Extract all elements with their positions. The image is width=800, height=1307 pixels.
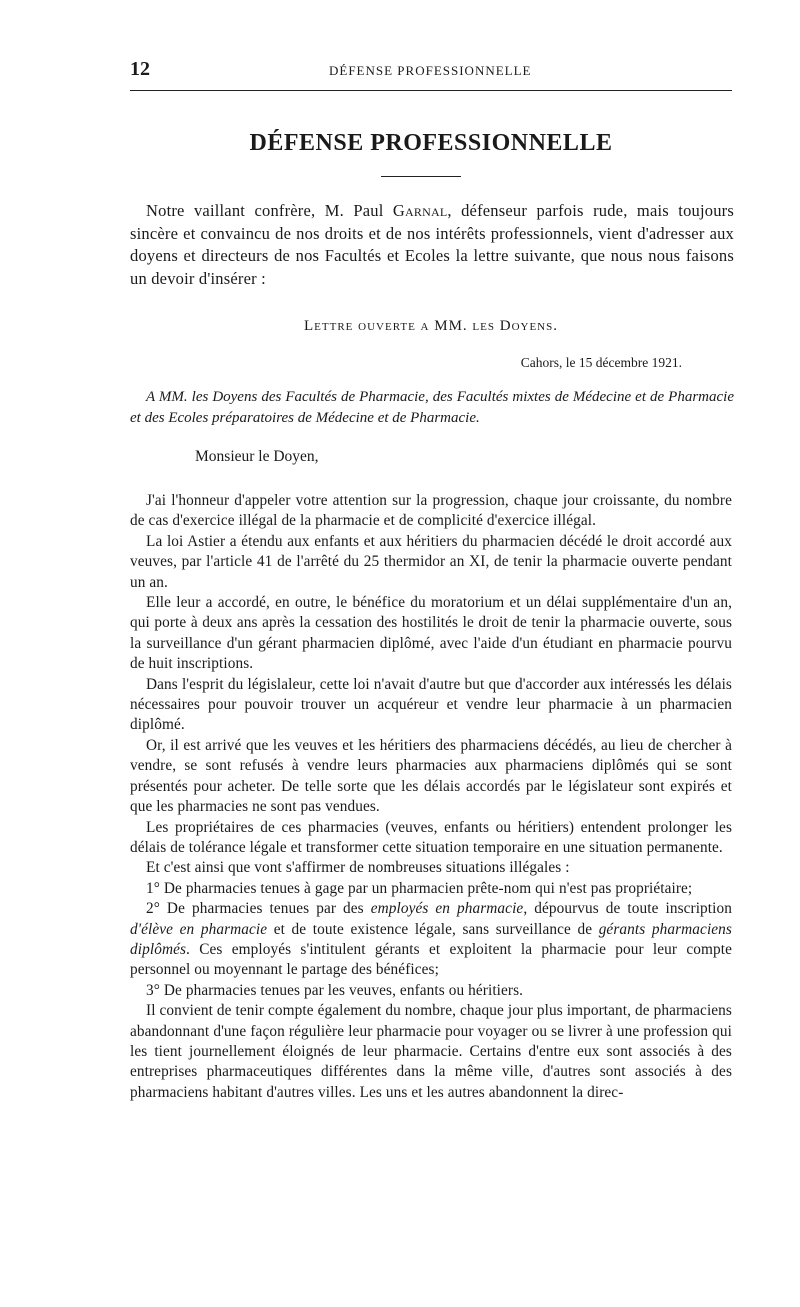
intro-text-1: Notre vaillant confrère, M. Paul xyxy=(146,201,393,220)
p9-emphasis: employés en pharmacie xyxy=(370,900,524,918)
letter-paragraph: Dans l'esprit du législaleur, cette loi n'avait d'autre but que d'accorder aux intéressés les délais nécessaires pour pouvoir trouver un acquéreur et vendre leur pharmacie à un pharmacien diplômé. xyxy=(130,675,732,734)
letter-paragraph: Les propriétaires de ces pharmacies (veuves, enfants ou héritiers) entendent prolonger les délais de tolérance légale et transformer cette situation temporaire en une situation permanente. xyxy=(130,818,732,856)
letter-heading: Lettre ouverte a MM. les Doyens. xyxy=(304,318,558,334)
p9-emphasis: d'élève en pharmacie xyxy=(130,920,268,938)
letter-paragraph: Elle leur a accordé, en outre, le bénéfice du moratorium et un délai supplémentaire d'un an, qui porte à deux ans après la cessation des hostilités le droit de tenir la pharmacie ouverte, sous la surveillance d'un gérant pharmacien diplômé, avec l'aide d'un étudiant en pharmacie pourvu de huit inscriptions. xyxy=(130,594,732,673)
page-header xyxy=(130,58,732,82)
letter-place-date: Cahors, le 15 décembre 1921. xyxy=(520,355,682,370)
letter-paragraph: J'ai l'honneur d'appeler votre attention sur la progression, chaque jour croissante, du nombre de cas d'exercice illégal de la pharmacie et de complicité d'exercice illégal. xyxy=(130,492,732,530)
author-name: Garnal xyxy=(392,201,448,220)
letter-paragraph: Or, il est arrivé que les veuves et les héritiers des pharmaciens décédés, au lieu de chercher à vendre, se sont refusés à vendre leurs pharmacies aux pharmaciens diplômés qui se sont présentés pour acheter. De telle sorte que les délais accordés par le législateur sont expirés et que les pharmacies ne sont pas vendues. xyxy=(130,736,732,816)
p9-text: , dépourvus de toute inscription xyxy=(523,900,732,918)
page-number: 12 xyxy=(130,58,150,80)
letter-paragraph xyxy=(130,899,732,981)
p9-emphasis: gérants pharmaciens diplômés xyxy=(130,920,732,958)
letter-paragraph: Il convient de tenir compte également du nombre, chaque jour plus important, de pharmaciens abandonnant d'une façon régulière leur pharmacie pour voyager ou se livrer à une profession qui les tient journellement éloignés de leur pharmacie. Certains d'entre eux sont associés à des entreprises pharmaceutiques différentes dans la même ville, d'autres sont associés à des pharmaciens habitant d'autres villes. Les uns et les autres abandonnent la direc- xyxy=(130,1002,732,1101)
letter-addressee: A MM. les Doyens des Facultés de Pharmacie, des Facultés mixtes de Médecine et de Pharmacie et des Ecoles préparatoires de Médecine et de Pharmacie. xyxy=(130,389,734,426)
letter-body xyxy=(130,491,732,1103)
intro-text-2: , défenseur parfois rude, mais toujours sincère et convaincu de nos droits et de nos intérêts professionnels, vient d'adresser aux doyens et directeurs de nos Facultés et Ecoles la lettre suivante, que nous nous faisons un devoir d'insérer : xyxy=(130,201,734,289)
letter-paragraph: La loi Astier a étendu aux enfants et aux héritiers du pharmacien décédé le droit accordé aux veuves, par l'article 41 de l'arrêté du 25 thermidor an XI, de tenir la pharmacie ouverte pendant un an. xyxy=(130,532,732,591)
title-divider xyxy=(381,176,461,177)
p9-text: et de toute existence légale, sans surveillance de xyxy=(267,920,599,938)
article-title: DÉFENSE PROFESSIONNELLE xyxy=(249,130,613,156)
intro-paragraph xyxy=(130,200,734,291)
header-rule xyxy=(130,90,732,91)
letter-paragraph: 3° De pharmacies tenues par les veuves, enfants ou héritiers. xyxy=(146,981,524,999)
p9-text: . Ces employés s'intitulent gérants et exploitent la pharmacie pour leur compte personnel ou moyennant le partage des bénéfices; xyxy=(130,940,732,979)
p9-text: 2° De pharmacies tenues par des xyxy=(146,900,371,918)
letter-paragraph: 1° De pharmacies tenues à gage par un pharmacien prête-nom qui n'est pas propriétaire; xyxy=(146,879,693,897)
running-title: DÉFENSE PROFESSIONNELLE xyxy=(329,63,532,78)
letter-paragraph: Et c'est ainsi que vont s'affirmer de nombreuses situations illégales : xyxy=(146,859,570,877)
letter-salutation: Monsieur le Doyen, xyxy=(195,448,319,465)
